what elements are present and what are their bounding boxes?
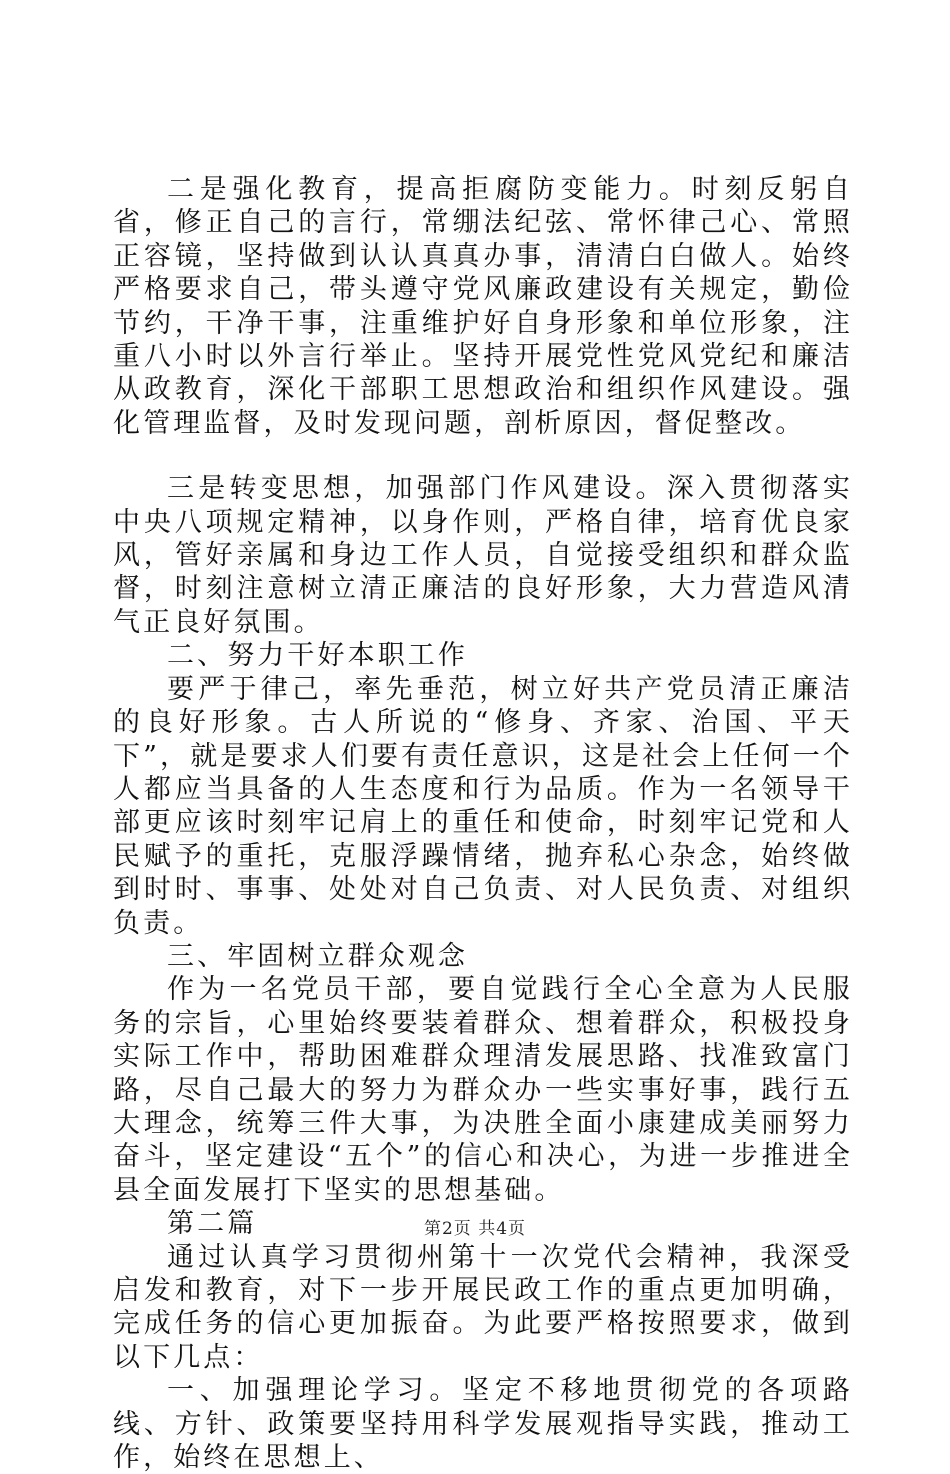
paragraph-self-discipline: 要严于律己，率先垂范，树立好共产党员清正廉洁的良好形象。古人所说的“修身、齐家、治国、平天下”，就是要求人们要有责任意识，这是社会上任何一个人都应当具备的人生态度和行为品质。作为一名领导干部更应该时刻牢记肩上的重任和使命，时刻牢记党和人民赋予的重托，克服浮躁情绪，抛弃私心杂念，始终做到时时、事事、处处对自己负责、对人民负责、对组织负责。 (113, 673, 853, 939)
section-heading-duty: 二、努力干好本职工作 (167, 640, 468, 672)
section-heading-part-two: 第二篇 (167, 1208, 258, 1240)
paragraph-serve-people: 作为一名党员干部，要自觉践行全心全意为人民服务的宗旨，心里始终要装着群众、想着群众，积极投身实际工作中，帮助困难群众理清发展思路、找准致富门路，尽自己最大的努力为群众办一些实事好事，践行五大理念，统筹三件大事，为决胜全面小康建成美丽努力奋斗，坚定建设“五个”的信心和决心，为进一步推进全县全面发展打下坚实的思想基础。 (113, 974, 853, 1206)
paragraph-study-congress: 通过认真学习贯彻州第十一次党代会精神，我深受启发和教育，对下一步开展民政工作的重点更加明确，完成任务的信心更加振奋。为此要严格按照要求，做到以下几点： (113, 1241, 853, 1373)
paragraph-education: 二是强化教育，提高拒腐防变能力。时刻反躬自省，修正自己的言行，常绷法纪弦、常怀律己心、常照正容镜，坚持做到认认真真办事，清清白白做人。始终严格要求自己，带头遵守党风廉政建设有关规定，勤俭节约，干净干事，注重维护好自身形象和单位形象，注重八小时以外言行举止。坚持开展党性党风党纪和廉洁从政教育，深化干部职工思想政治和组织作风建设。强化管理监督，及时发现问题，剖析原因，督促整改。 (113, 174, 853, 439)
section-heading-masses: 三、牢固树立群众观念 (167, 940, 468, 972)
paragraph-gap (113, 440, 853, 472)
paragraph-theory-study: 一、加强理论学习。坚定不移地贯彻党的各项路线、方针、政策要坚持用科学发展观指导实践，推动工作，始终在思想上、 (113, 1375, 853, 1474)
page-number-footer: 第2页 共4页 (423, 1219, 527, 1239)
document-body (113, 173, 853, 1474)
paragraph-work-style: 三是转变思想，加强部门作风建设。深入贯彻落实中央八项规定精神，以身作则，严格自律，培育优良家风，管好亲属和身边工作人员，自觉接受组织和群众监督，时刻注意树立清正廉洁的良好形象，大力营造风清气正良好氛围。 (113, 473, 853, 638)
